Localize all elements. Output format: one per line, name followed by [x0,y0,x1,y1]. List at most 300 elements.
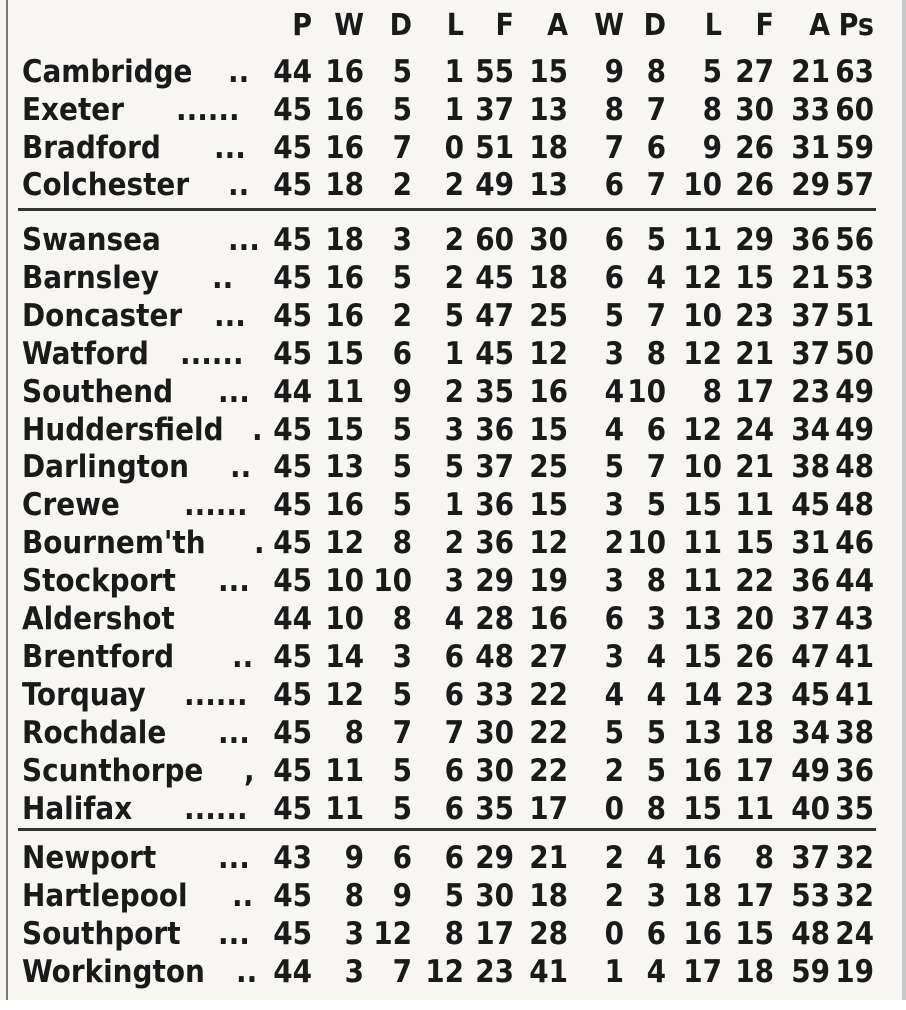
stat-cell-al: 12 [683,259,722,296]
stat-cell-ad: 7 [646,91,666,128]
stat-cell-hd: 2 [392,297,412,334]
stat-cell-pts: 56 [835,222,874,258]
stat-cell-hl: 7 [444,714,464,751]
stat-cell-hd: 12 [373,916,412,952]
stat-cell-aw: 6 [604,259,624,296]
stat-cell-aa: 45 [791,676,830,713]
stat-cell-aa: 37 [791,335,830,372]
stat-cell-hf: 36 [475,411,514,448]
team-name: Aldershot [22,601,175,637]
stat-cell-af: 29 [735,222,774,258]
leader-dots: ... [218,916,250,952]
stat-cell-p: 44 [273,373,312,410]
stat-cell-al: 8 [702,373,722,410]
stat-cell-al: 16 [683,752,722,789]
stat-cell-pts: 43 [835,601,874,637]
team-name: Doncaster [22,297,183,334]
leader-dots: , [244,752,255,789]
stat-cell-hd: 6 [392,840,412,876]
stat-cell-hf: 29 [475,840,514,876]
stat-cell-aa: 23 [791,373,830,410]
stat-cell-ha: 30 [529,222,568,258]
team-name: Halifax [22,790,133,827]
stat-cell-ad: 4 [646,259,666,296]
stat-cell-aa: 21 [791,54,830,90]
stat-cell-af: 26 [735,167,774,204]
stat-cell-p: 45 [273,563,312,600]
stat-cell-pts: 49 [835,411,874,448]
col-header-home-l: L [446,8,464,43]
stat-cell-af: 21 [735,335,774,372]
stat-cell-ad: 6 [646,411,666,448]
stat-cell-af: 23 [735,297,774,334]
stat-cell-p: 45 [273,129,312,166]
stat-cell-p: 44 [273,54,312,90]
stat-cell-ha: 17 [529,790,568,827]
stat-cell-aa: 36 [791,222,830,258]
stat-cell-hf: 29 [475,563,514,600]
stat-cell-al: 16 [683,840,722,876]
stat-cell-p: 45 [273,752,312,789]
stat-cell-af: 15 [735,525,774,562]
team-name: Barnsley [22,259,159,296]
stat-cell-hl: 2 [444,167,464,204]
stat-cell-aw: 2 [604,752,624,789]
col-header-away-w: W [594,8,624,43]
stat-cell-ad: 5 [646,222,666,258]
stat-cell-hl: 12 [425,954,464,990]
stat-cell-aa: 37 [791,297,830,334]
team-name: Cambridge [22,54,193,90]
col-header-home-w: W [334,8,364,43]
stat-cell-hd: 2 [392,167,412,204]
stat-cell-aa: 49 [791,752,830,789]
stat-cell-p: 45 [273,167,312,204]
col-header-points: Ps [838,8,874,43]
stat-cell-hw: 15 [325,411,364,448]
stat-cell-pts: 48 [835,449,874,486]
stat-cell-ha: 27 [529,638,568,675]
stat-cell-pts: 49 [835,373,874,410]
col-header-p: P [292,8,312,43]
stat-cell-aw: 2 [604,878,624,914]
stat-cell-hf: 45 [475,335,514,372]
stat-cell-hl: 5 [444,297,464,334]
stat-cell-hd: 5 [392,487,412,524]
col-header-away-d: D [643,8,666,43]
team-name: Rochdale [22,714,167,751]
team-name: Southend [22,373,174,410]
leader-dots: ...... [180,335,244,372]
stat-cell-pts: 24 [835,916,874,952]
stat-cell-al: 15 [683,638,722,675]
stat-cell-ad: 8 [646,790,666,827]
stat-cell-hl: 6 [444,840,464,876]
stat-cell-hl: 1 [444,335,464,372]
stat-cell-ad: 4 [646,638,666,675]
stat-cell-hl: 2 [444,373,464,410]
stat-cell-hf: 35 [475,373,514,410]
stat-cell-al: 14 [683,676,722,713]
stat-cell-hw: 16 [325,297,364,334]
stat-cell-hl: 0 [444,129,464,166]
stat-cell-hd: 9 [392,878,412,914]
page-edge-left [6,0,8,1000]
stat-cell-ad: 7 [646,167,666,204]
stat-cell-ha: 18 [529,129,568,166]
stat-cell-hf: 17 [475,916,514,952]
stat-cell-pts: 48 [835,487,874,524]
stat-cell-pts: 57 [835,167,874,204]
stat-cell-al: 10 [683,167,722,204]
stat-cell-ad: 10 [627,525,666,562]
stat-cell-hl: 6 [444,638,464,675]
team-name: Brentford [22,638,175,675]
team-name: Torquay [22,676,146,713]
stat-cell-hw: 16 [325,129,364,166]
stat-cell-aw: 2 [604,525,624,562]
stat-cell-p: 45 [273,878,312,914]
stat-cell-hd: 7 [392,129,412,166]
col-header-away-l: L [704,8,722,43]
stat-cell-ha: 41 [529,954,568,990]
leader-dots: ... [218,714,250,751]
stat-cell-p: 43 [273,840,312,876]
stat-cell-pts: 41 [835,676,874,713]
stat-cell-p: 45 [273,297,312,334]
stat-cell-ha: 18 [529,878,568,914]
leader-dots: ...... [176,91,240,128]
stat-cell-aa: 37 [791,601,830,637]
stat-cell-ad: 3 [646,601,666,637]
stat-cell-hw: 16 [325,54,364,90]
stat-cell-ha: 18 [529,259,568,296]
stat-cell-hw: 8 [344,878,364,914]
stat-cell-hw: 12 [325,525,364,562]
stat-cell-p: 45 [273,714,312,751]
stat-cell-af: 26 [735,129,774,166]
stat-cell-aw: 6 [604,167,624,204]
stat-cell-aa: 31 [791,525,830,562]
stat-cell-al: 11 [683,222,722,258]
stat-cell-aw: 5 [604,449,624,486]
stat-cell-hw: 16 [325,91,364,128]
page-edge-right [902,0,906,1010]
stat-cell-af: 24 [735,411,774,448]
stat-cell-hd: 5 [392,411,412,448]
stat-cell-al: 9 [702,129,722,166]
stat-cell-hf: 37 [475,449,514,486]
leader-dots: ... [214,297,246,334]
stat-cell-aw: 5 [604,297,624,334]
stat-cell-hl: 1 [444,487,464,524]
stat-cell-ha: 12 [529,525,568,562]
leader-dots: .. [232,638,254,675]
stat-cell-af: 17 [735,878,774,914]
team-name: Watford [22,335,149,372]
stat-cell-ha: 22 [529,752,568,789]
stat-cell-hw: 18 [325,167,364,204]
stat-cell-hw: 11 [325,790,364,827]
stat-cell-aw: 6 [604,222,624,258]
stat-cell-hd: 8 [392,601,412,637]
stat-cell-hw: 12 [325,676,364,713]
stat-cell-al: 11 [683,525,722,562]
stat-cell-aa: 48 [791,916,830,952]
stat-cell-ha: 16 [529,601,568,637]
stat-cell-pts: 36 [835,752,874,789]
stat-cell-ad: 3 [646,878,666,914]
stat-cell-hd: 3 [392,638,412,675]
stat-cell-aw: 0 [604,916,624,952]
stat-cell-hd: 8 [392,525,412,562]
stat-cell-af: 17 [735,373,774,410]
stat-cell-hw: 13 [325,449,364,486]
stat-cell-hf: 49 [475,167,514,204]
stat-cell-al: 17 [683,954,722,990]
leader-dots: ... [218,840,250,876]
stat-cell-hf: 36 [475,525,514,562]
stat-cell-hd: 5 [392,790,412,827]
stat-cell-al: 10 [683,449,722,486]
stat-cell-hl: 6 [444,752,464,789]
stat-cell-aw: 4 [604,676,624,713]
stat-cell-p: 45 [273,411,312,448]
stat-cell-p: 45 [273,790,312,827]
stat-cell-af: 21 [735,449,774,486]
stat-cell-ad: 4 [646,676,666,713]
stat-cell-hf: 37 [475,91,514,128]
stat-cell-aa: 29 [791,167,830,204]
stat-cell-hd: 7 [392,714,412,751]
stat-cell-al: 18 [683,878,722,914]
stat-cell-ad: 6 [646,129,666,166]
stat-cell-p: 44 [273,601,312,637]
leader-dots: .. [236,954,258,990]
stat-cell-hl: 8 [444,916,464,952]
stat-cell-hd: 9 [392,373,412,410]
stat-cell-af: 8 [754,840,774,876]
stat-cell-hf: 35 [475,790,514,827]
stat-cell-hw: 10 [325,601,364,637]
divider-promotion [18,208,876,211]
stat-cell-p: 45 [273,525,312,562]
team-name: Bournem'th [22,525,206,562]
stat-cell-aw: 0 [604,790,624,827]
col-header-home-a: A [547,8,568,43]
stat-cell-hl: 3 [444,563,464,600]
stat-cell-hw: 8 [344,714,364,751]
leader-dots: .. [228,167,250,204]
leader-dots: .. [228,54,250,90]
stat-cell-aw: 3 [604,487,624,524]
col-header-home-f: F [495,8,514,43]
team-name: Southport [22,916,181,952]
stat-cell-pts: 53 [835,259,874,296]
stat-cell-p: 45 [273,916,312,952]
stat-cell-ad: 7 [646,449,666,486]
stat-cell-ha: 16 [529,373,568,410]
stat-cell-aa: 34 [791,714,830,751]
stat-cell-pts: 63 [835,54,874,90]
stat-cell-hl: 2 [444,222,464,258]
stat-cell-ha: 15 [529,411,568,448]
stat-cell-hf: 28 [475,601,514,637]
stat-cell-hd: 5 [392,752,412,789]
stat-cell-hw: 14 [325,638,364,675]
stat-cell-hd: 5 [392,676,412,713]
stat-cell-hw: 15 [325,335,364,372]
leader-dots: ...... [184,487,248,524]
stat-cell-hf: 23 [475,954,514,990]
stat-cell-al: 8 [702,91,722,128]
stat-cell-hw: 9 [344,840,364,876]
team-name: Workington [22,954,205,990]
stat-cell-hl: 5 [444,449,464,486]
stat-cell-hw: 16 [325,259,364,296]
stat-cell-aw: 4 [604,373,624,410]
stat-cell-pts: 50 [835,335,874,372]
leader-dots: . [254,525,265,562]
stat-cell-aa: 45 [791,487,830,524]
team-name: Bradford [22,129,161,166]
leader-dots: . [252,411,263,448]
stat-cell-hf: 45 [475,259,514,296]
stat-cell-hd: 5 [392,449,412,486]
stat-cell-p: 45 [273,335,312,372]
stat-cell-aa: 34 [791,411,830,448]
stat-cell-pts: 32 [835,878,874,914]
stat-cell-p: 45 [273,259,312,296]
stat-cell-ad: 7 [646,297,666,334]
stat-cell-hl: 3 [444,411,464,448]
stat-cell-aa: 21 [791,259,830,296]
stat-cell-aa: 38 [791,449,830,486]
stat-cell-ha: 13 [529,91,568,128]
stat-cell-af: 30 [735,91,774,128]
stat-cell-hw: 3 [344,954,364,990]
leader-dots: ... [218,563,250,600]
leader-dots: .. [230,449,252,486]
stat-cell-af: 26 [735,638,774,675]
leader-dots: ...... [184,790,248,827]
team-name: Crewe [22,487,120,524]
stat-cell-ha: 28 [529,916,568,952]
stat-cell-al: 15 [683,790,722,827]
stat-cell-hw: 3 [344,916,364,952]
stat-cell-af: 18 [735,954,774,990]
stat-cell-ad: 6 [646,916,666,952]
stat-cell-p: 44 [273,954,312,990]
stat-cell-hf: 30 [475,878,514,914]
team-name: Exeter [22,91,124,128]
stat-cell-al: 5 [702,54,722,90]
divider-re-election [18,828,876,831]
team-name: Scunthorpe [22,752,204,789]
stat-cell-aw: 8 [604,91,624,128]
stat-cell-pts: 32 [835,840,874,876]
stat-cell-aw: 9 [604,54,624,90]
stat-cell-al: 13 [683,714,722,751]
stat-cell-hl: 2 [444,259,464,296]
col-header-home-d: D [389,8,412,43]
team-name: Stockport [22,563,176,600]
stat-cell-al: 12 [683,335,722,372]
stat-cell-ad: 10 [627,373,666,410]
leader-dots: ... [218,373,250,410]
stat-cell-ad: 5 [646,714,666,751]
stat-cell-ad: 5 [646,752,666,789]
stat-cell-p: 45 [273,222,312,258]
stat-cell-al: 12 [683,411,722,448]
team-name: Newport [22,840,157,876]
stat-cell-ad: 5 [646,487,666,524]
stat-cell-af: 11 [735,790,774,827]
stat-cell-hf: 51 [475,129,514,166]
stat-cell-aw: 3 [604,563,624,600]
stat-cell-ha: 15 [529,54,568,90]
stat-cell-aw: 2 [604,840,624,876]
stat-cell-p: 45 [273,638,312,675]
stat-cell-hd: 10 [373,563,412,600]
stat-cell-aw: 4 [604,411,624,448]
leader-dots: ... [228,222,260,258]
col-header-away-a: A [809,8,830,43]
stat-cell-hf: 47 [475,297,514,334]
stat-cell-af: 22 [735,563,774,600]
stat-cell-p: 45 [273,449,312,486]
team-name: Hartlepool [22,878,188,914]
stat-cell-pts: 46 [835,525,874,562]
stat-cell-pts: 44 [835,563,874,600]
stat-cell-hf: 55 [475,54,514,90]
stat-cell-aw: 6 [604,601,624,637]
stat-cell-ad: 8 [646,563,666,600]
stat-cell-aw: 3 [604,335,624,372]
stat-cell-ha: 21 [529,840,568,876]
stat-cell-af: 15 [735,916,774,952]
stat-cell-hl: 1 [444,91,464,128]
leader-dots: .. [232,878,254,914]
stat-cell-af: 18 [735,714,774,751]
stat-cell-hl: 5 [444,878,464,914]
stat-cell-ad: 4 [646,954,666,990]
stat-cell-hw: 10 [325,563,364,600]
stat-cell-aa: 47 [791,638,830,675]
stat-cell-aa: 37 [791,840,830,876]
stat-cell-aw: 5 [604,714,624,751]
team-name: Colchester [22,167,190,204]
stat-cell-al: 10 [683,297,722,334]
stat-cell-al: 11 [683,563,722,600]
stat-cell-hf: 36 [475,487,514,524]
stat-cell-aa: 31 [791,129,830,166]
stat-cell-al: 13 [683,601,722,637]
stat-cell-hl: 1 [444,54,464,90]
stat-cell-ha: 12 [529,335,568,372]
leader-dots: ...... [184,676,248,713]
stat-cell-ha: 13 [529,167,568,204]
stat-cell-hw: 11 [325,373,364,410]
stat-cell-ha: 19 [529,563,568,600]
stat-cell-ad: 8 [646,54,666,90]
stat-cell-hl: 4 [444,601,464,637]
stat-cell-hf: 60 [475,222,514,258]
stat-cell-aa: 36 [791,563,830,600]
stat-cell-af: 11 [735,487,774,524]
stat-cell-hd: 7 [392,954,412,990]
stat-cell-ha: 22 [529,676,568,713]
